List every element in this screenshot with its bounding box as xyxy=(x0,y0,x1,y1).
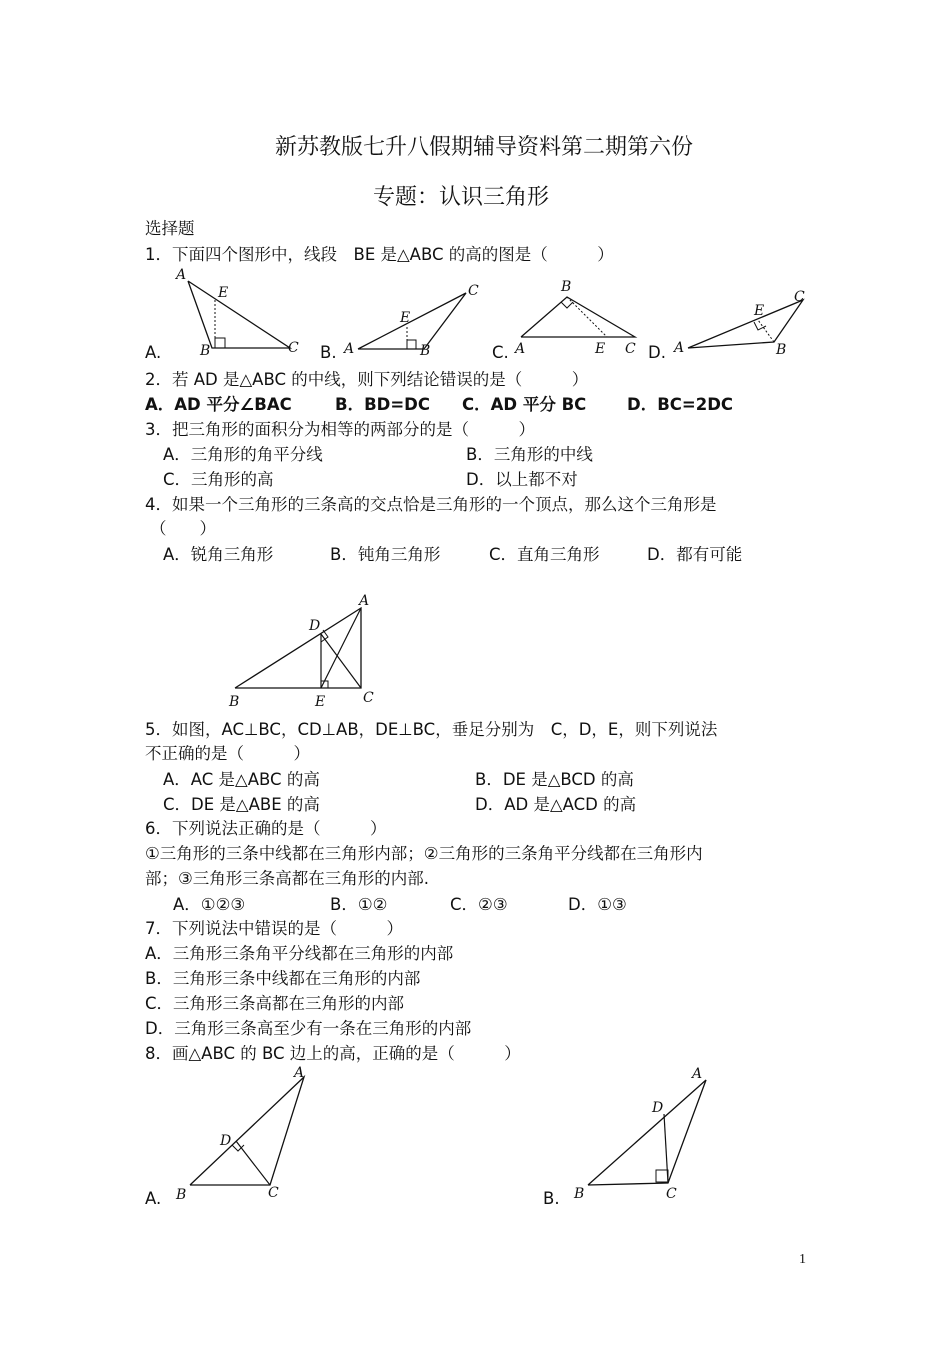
q4-option-d: D．都有可能 xyxy=(647,545,743,564)
label-e: E xyxy=(218,285,229,301)
q5-stem: 5．如图，AC⊥BC，CD⊥AB，DE⊥BC，垂足分别为 C，D，E，则下列说法 xyxy=(145,720,718,739)
triangle-abc xyxy=(235,608,361,688)
label-c: C xyxy=(468,283,479,299)
label-b: B xyxy=(200,343,211,359)
q6-stem: 6．下列说法正确的是（ ） xyxy=(145,819,387,838)
q8-stem: 8．画△ABC 的 BC 边上的高，正确的是（ ） xyxy=(145,1044,521,1063)
label-a: A xyxy=(359,593,370,609)
q4-option-a: A．锐角三角形 xyxy=(163,545,274,564)
label-d: D xyxy=(220,1133,232,1149)
q8-option-b: B. xyxy=(543,1189,560,1208)
document-title: 新苏教版七升八假期辅导资料第二期第六份 xyxy=(275,135,694,160)
label-b: B xyxy=(176,1187,187,1203)
label-a: A xyxy=(344,341,355,357)
q5-option-d: D．AD 是△ACD 的高 xyxy=(475,795,637,814)
q3-stem: 3．把三角形的面积分为相等的两部分的是（ ） xyxy=(145,420,535,439)
label-c: C xyxy=(288,340,299,356)
label-a: A xyxy=(674,340,685,356)
q2-option-d: D．BC=2DC xyxy=(627,395,733,414)
triangle-abc xyxy=(358,293,466,349)
label-c: C xyxy=(794,289,805,305)
q3-option-d: D．以上都不对 xyxy=(466,470,578,489)
label-b: B xyxy=(574,1186,585,1202)
q2-option-b: B．BD=DC xyxy=(335,395,430,414)
q7-stem: 7．下列说法中错误的是（ ） xyxy=(145,919,403,938)
q1-figure-d xyxy=(670,280,820,360)
q1-figure-b xyxy=(340,275,490,360)
q1-option-c: C. xyxy=(492,343,509,362)
document-subtitle: 专题：认识三角形 xyxy=(373,185,550,210)
section-heading: 选择题 xyxy=(145,219,195,238)
right-angle-mark xyxy=(561,302,573,308)
label-b: B xyxy=(561,279,572,295)
q4-option-c: C．直角三角形 xyxy=(489,545,600,564)
label-c: C xyxy=(625,341,636,357)
q5-option-b: B．DE 是△BCD 的高 xyxy=(475,770,634,789)
triangle-abc xyxy=(688,300,803,348)
q2-stem: 2．若 AD 是△ABC 的中线，则下列结论错误的是（ ） xyxy=(145,370,589,389)
q5-option-c: C．DE 是△ABE 的高 xyxy=(163,795,320,814)
q6-option-d: D．①③ xyxy=(568,895,627,914)
triangle-abc xyxy=(521,297,635,337)
q2-option-c: C．AD 平分 BC xyxy=(462,395,587,414)
q3-option-c: C．三角形的高 xyxy=(163,470,274,489)
q7-option-d: D．三角形三条高至少有一条在三角形的内部 xyxy=(145,1019,472,1038)
triangle-abc xyxy=(188,281,290,348)
q6-statement-line-1: ①三角形的三条中线都在三角形内部；②三角形的三条角平分线都在三角形内 xyxy=(145,844,703,863)
q1-stem: 1．下面四个图形中，线段 BE 是△ABC 的高的图是（ ） xyxy=(145,245,614,264)
label-e: E xyxy=(315,694,326,710)
q5-figure xyxy=(225,590,395,710)
q6-option-b: B．①② xyxy=(330,895,388,914)
q3-option-a: A．三角形的角平分线 xyxy=(163,445,323,464)
segment-cd xyxy=(321,634,361,688)
label-e: E xyxy=(595,341,606,357)
label-b: B xyxy=(229,694,240,710)
label-b: B xyxy=(420,343,431,359)
label-d: D xyxy=(652,1100,664,1116)
q4-stem-cont: （ ） xyxy=(150,519,216,538)
label-e: E xyxy=(754,303,765,319)
q5-option-a: A．AC 是△ABC 的高 xyxy=(163,770,320,789)
q1-option-d: D. xyxy=(648,343,666,362)
label-a: A xyxy=(515,341,526,357)
q7-option-b: B．三角形三条中线都在三角形的内部 xyxy=(145,969,421,988)
q1-figure-c xyxy=(515,275,655,360)
q7-option-c: C．三角形三条高都在三角形的内部 xyxy=(145,994,405,1013)
right-angle-mark xyxy=(232,1145,244,1151)
q3-option-b: B．三角形的中线 xyxy=(466,445,593,464)
q1-figure-a xyxy=(170,265,310,360)
label-a: A xyxy=(294,1065,305,1081)
triangle-abc xyxy=(190,1077,304,1185)
q6-option-c: C．②③ xyxy=(450,895,508,914)
triangle-abc xyxy=(588,1080,706,1185)
label-d: D xyxy=(309,618,321,634)
label-b: B xyxy=(776,342,787,358)
q4-stem: 4．如果一个三角形的三条高的交点恰是三角形的一个顶点，那么这个三角形是 xyxy=(145,495,717,514)
q8-option-a: A. xyxy=(145,1189,162,1208)
q5-stem-cont: 不正确的是（ ） xyxy=(145,744,310,763)
label-c: C xyxy=(268,1185,279,1201)
page-number: 1 xyxy=(799,1252,806,1267)
q4-option-b: B．钝角三角形 xyxy=(330,545,441,564)
label-c: C xyxy=(666,1186,677,1202)
q6-option-a: A．①②③ xyxy=(173,895,246,914)
q2-option-a: A．AD 平分∠BAC xyxy=(145,395,292,414)
right-angle-mark xyxy=(656,1170,668,1182)
label-a: A xyxy=(176,267,187,283)
q1-option-a: A. xyxy=(145,343,162,362)
segment-be xyxy=(758,320,774,342)
q8-figure-b xyxy=(568,1062,728,1212)
right-angle-mark xyxy=(215,338,225,348)
q8-figure-a xyxy=(170,1065,330,1210)
label-e: E xyxy=(400,310,411,326)
right-angle-mark xyxy=(407,340,416,349)
q7-option-a: A．三角形三条角平分线都在三角形的内部 xyxy=(145,944,454,963)
q6-statement-line-2: 部；③三角形三条高都在三角形的内部. xyxy=(145,869,430,888)
q1-option-b: B. xyxy=(320,343,337,362)
label-a: A xyxy=(692,1066,703,1082)
segment-cd xyxy=(664,1114,668,1183)
label-c: C xyxy=(363,690,374,706)
